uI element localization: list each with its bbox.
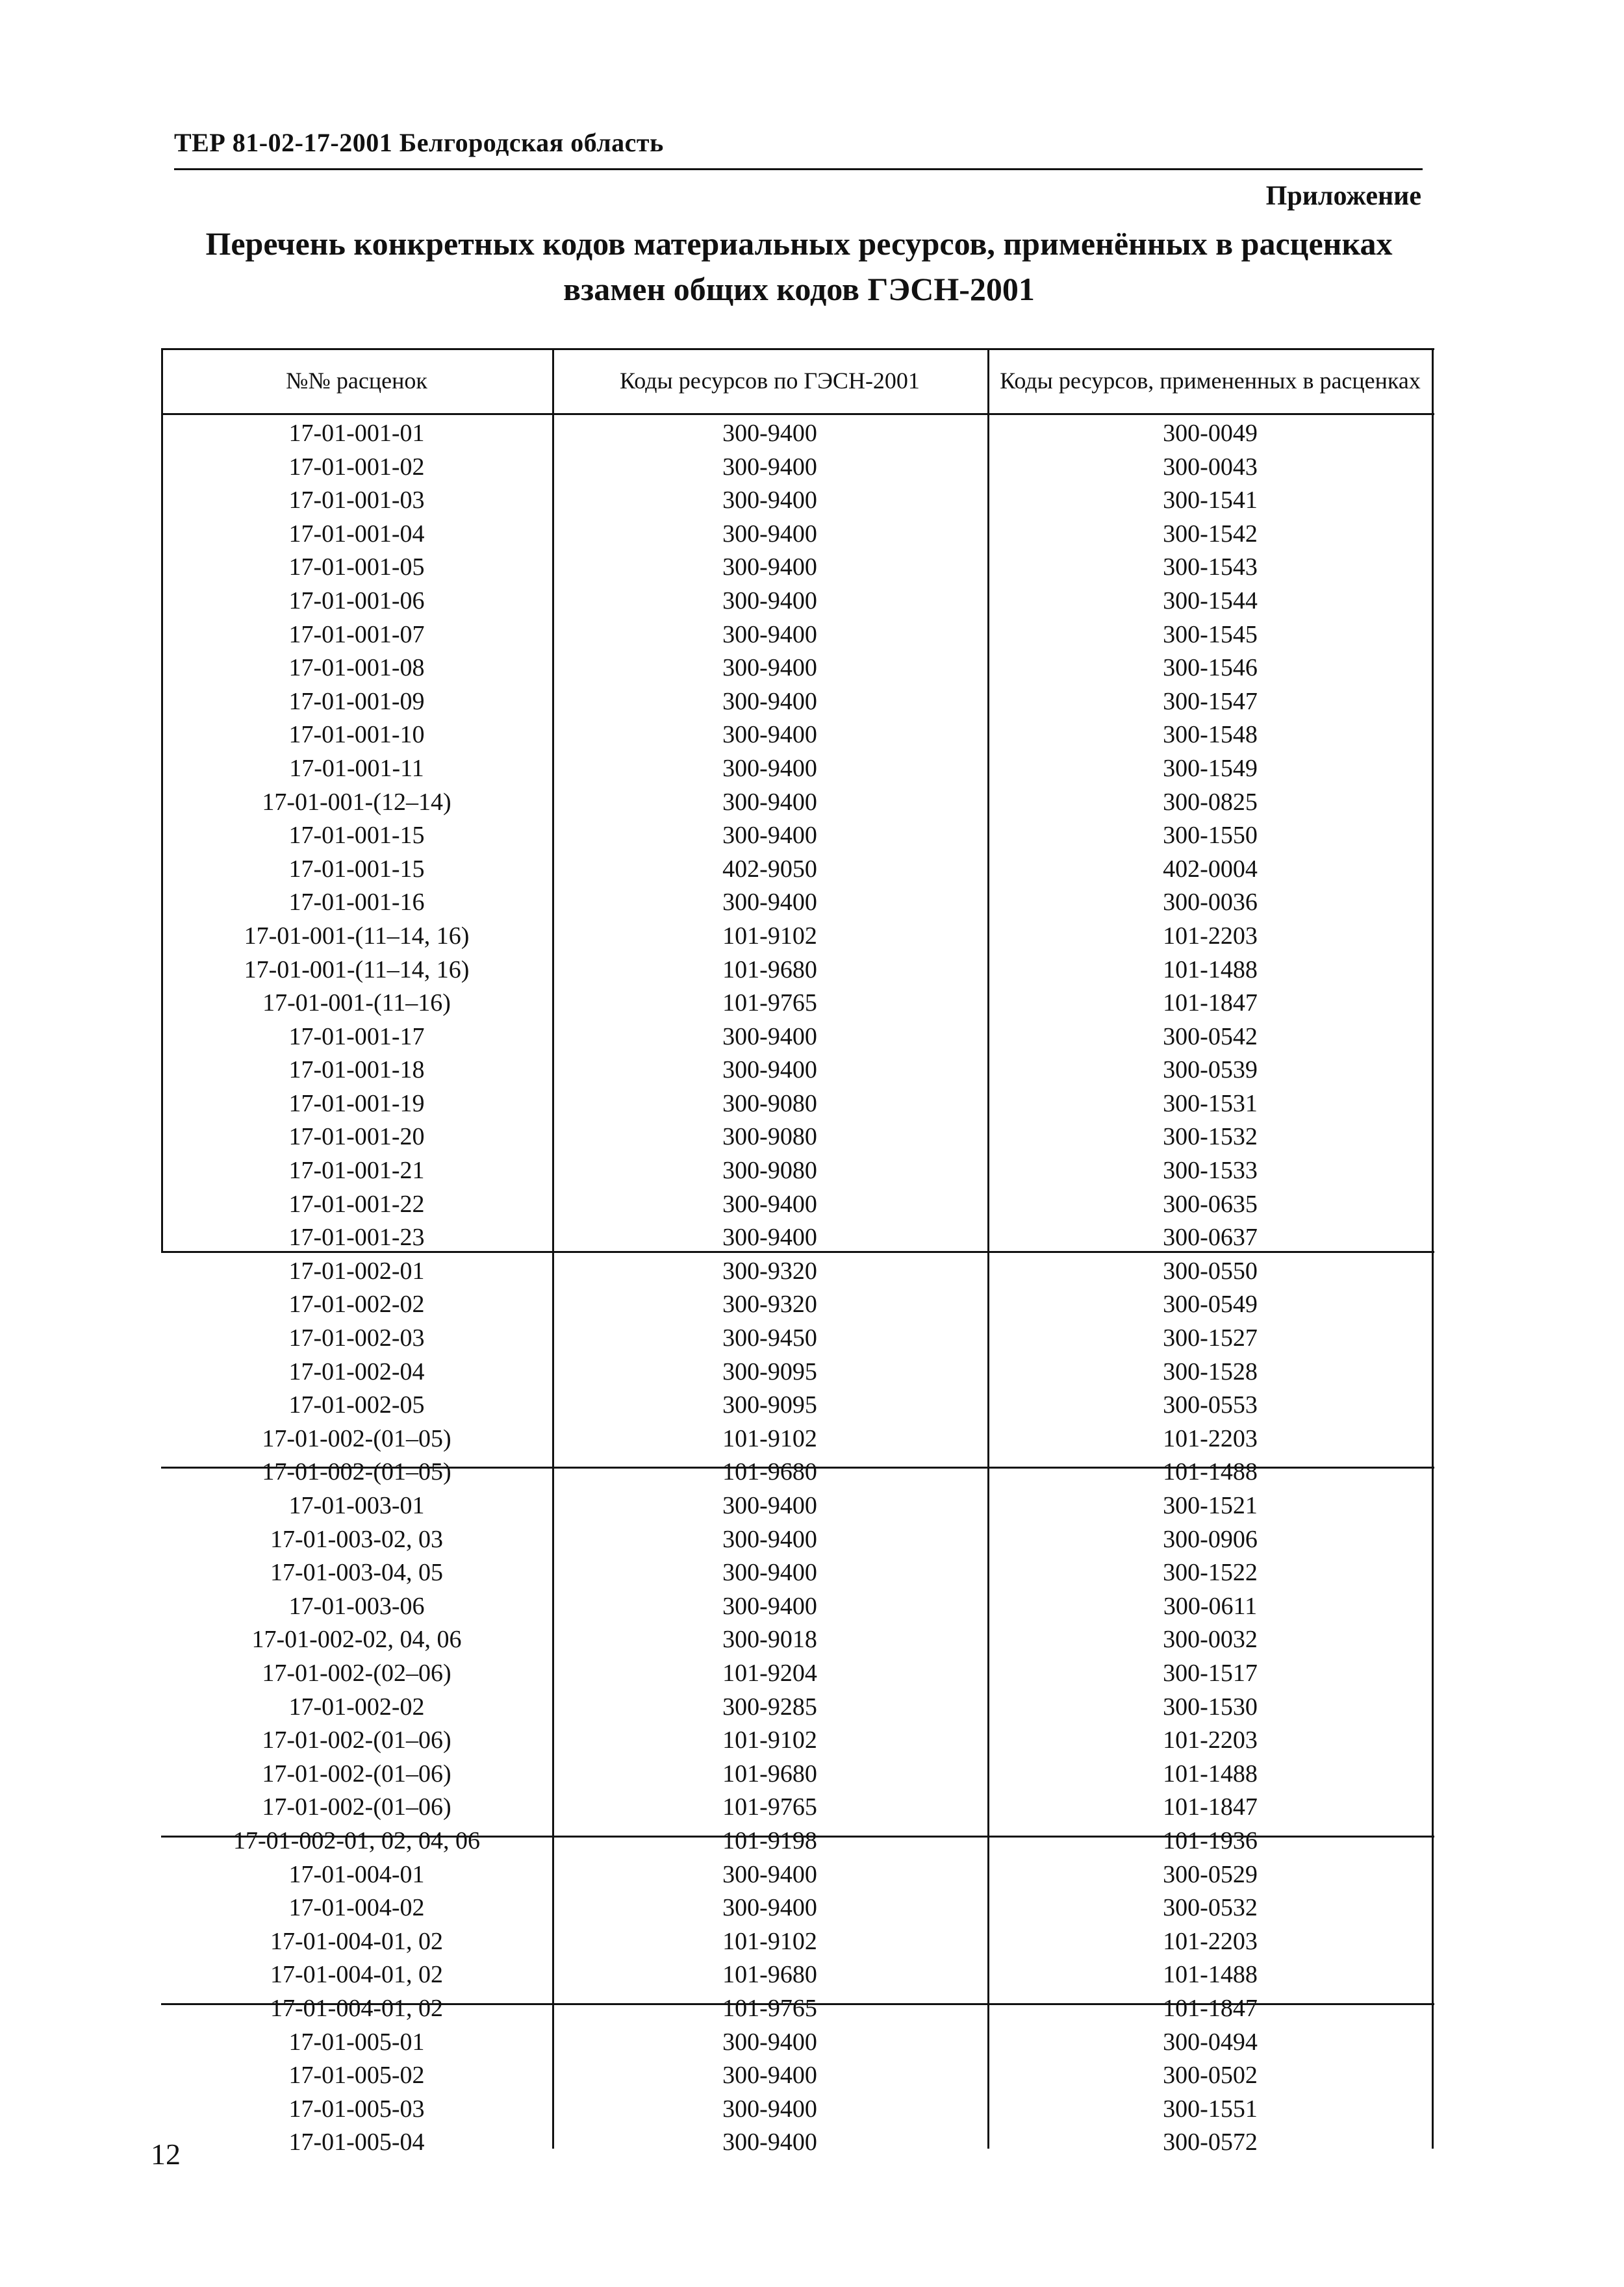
rate-number-cell: 17-01-002-01, 02, 04, 06 bbox=[233, 1826, 480, 1854]
applied-code-cell: 300-0906 bbox=[1163, 1525, 1258, 1553]
applied-code-cell: 101-1488 bbox=[1163, 1760, 1258, 1788]
gesn-code-cell: 300-9400 bbox=[722, 754, 817, 782]
table-row bbox=[161, 518, 1434, 551]
gesn-code-cell: 300-9400 bbox=[722, 822, 817, 850]
table-row bbox=[161, 451, 1434, 485]
gesn-code-cell: 300-9400 bbox=[722, 2095, 817, 2123]
gesn-code-cell: 300-9400 bbox=[722, 420, 817, 447]
table-row bbox=[161, 1724, 1434, 1758]
header-bottom-border bbox=[161, 413, 1434, 415]
gesn-code-cell: 300-9400 bbox=[722, 553, 817, 581]
rate-number-cell: 17-01-001-11 bbox=[289, 754, 424, 782]
applied-code-cell: 300-0637 bbox=[1163, 1224, 1258, 1252]
applied-code-cell: 300-1532 bbox=[1163, 1123, 1258, 1151]
rate-number-cell: 17-01-005-02 bbox=[288, 2062, 425, 2090]
rate-number-cell: 17-01-001-09 bbox=[288, 687, 425, 715]
rate-number-cell: 17-01-001-(11–14, 16) bbox=[244, 922, 470, 950]
applied-code-cell: 300-0572 bbox=[1163, 2129, 1258, 2156]
gesn-code-cell: 101-9680 bbox=[722, 1458, 817, 1486]
rate-number-cell: 17-01-003-02, 03 bbox=[270, 1525, 443, 1553]
table-row bbox=[161, 2093, 1434, 2127]
table-row bbox=[161, 417, 1434, 451]
gesn-code-cell: 300-9400 bbox=[722, 620, 817, 648]
table-row bbox=[161, 1422, 1434, 1456]
table-row bbox=[161, 1858, 1434, 1892]
gesn-code-cell: 101-9680 bbox=[722, 955, 817, 983]
rate-number-cell: 17-01-001-06 bbox=[288, 587, 425, 614]
gesn-code-cell: 300-9320 bbox=[722, 1291, 817, 1319]
rate-number-cell: 17-01-001-04 bbox=[288, 520, 425, 548]
applied-code-cell: 300-0494 bbox=[1163, 2028, 1258, 2056]
rate-number-cell: 17-01-004-02 bbox=[288, 1894, 425, 1922]
table-row bbox=[161, 1556, 1434, 1590]
rate-number-cell: 17-01-002-(01–06) bbox=[262, 1793, 451, 1821]
gesn-code-cell: 300-9400 bbox=[722, 1525, 817, 1553]
rate-number-cell: 17-01-001-08 bbox=[288, 654, 425, 682]
table-row bbox=[161, 1356, 1434, 1389]
table-row bbox=[161, 1657, 1434, 1691]
applied-code-cell: 101-2203 bbox=[1163, 1927, 1258, 1955]
table-row bbox=[161, 1322, 1434, 1356]
applied-code-cell: 300-1517 bbox=[1163, 1659, 1258, 1687]
rate-number-cell: 17-01-001-17 bbox=[288, 1022, 425, 1050]
applied-code-cell: 101-1936 bbox=[1163, 1826, 1258, 1854]
gesn-code-cell: 101-9765 bbox=[722, 989, 817, 1017]
table-row bbox=[161, 1489, 1434, 1523]
gesn-code-cell: 300-9018 bbox=[722, 1626, 817, 1654]
applied-code-cell: 300-1545 bbox=[1163, 620, 1258, 648]
rate-number-cell: 17-01-003-01 bbox=[288, 1492, 425, 1519]
gesn-code-cell: 300-9400 bbox=[722, 1056, 817, 1084]
rate-number-cell: 17-01-005-04 bbox=[288, 2129, 425, 2156]
rate-number-cell: 17-01-002-(01–06) bbox=[262, 1760, 451, 1788]
rate-number-cell: 17-01-002-02 bbox=[288, 1693, 425, 1721]
table-row bbox=[161, 1992, 1434, 2026]
table-row bbox=[161, 819, 1434, 853]
applied-code-cell: 300-0043 bbox=[1163, 453, 1258, 481]
applied-code-cell: 300-0049 bbox=[1163, 420, 1258, 447]
gesn-code-cell: 300-9400 bbox=[722, 1190, 817, 1218]
page-number: 12 bbox=[151, 2138, 181, 2171]
table-row bbox=[161, 1791, 1434, 1825]
table-row bbox=[161, 1623, 1434, 1657]
rate-number-cell: 17-01-001-18 bbox=[288, 1056, 425, 1084]
applied-code-cell: 101-2203 bbox=[1163, 1726, 1258, 1754]
gesn-code-cell: 300-9080 bbox=[722, 1089, 817, 1117]
header-rule bbox=[174, 168, 1423, 170]
applied-code-cell: 300-0553 bbox=[1163, 1391, 1258, 1419]
gesn-code-cell: 402-9050 bbox=[722, 855, 817, 883]
rate-number-cell: 17-01-002-04 bbox=[288, 1358, 425, 1385]
rate-number-cell: 17-01-001-23 bbox=[288, 1224, 425, 1252]
rate-number-cell: 17-01-005-03 bbox=[288, 2095, 425, 2123]
table-row bbox=[161, 2059, 1434, 2093]
table-row bbox=[161, 1825, 1434, 1858]
applied-code-cell: 300-1541 bbox=[1163, 486, 1258, 514]
applied-code-cell: 300-1547 bbox=[1163, 687, 1258, 715]
table-row bbox=[161, 551, 1434, 585]
table-row bbox=[161, 685, 1434, 719]
table-row bbox=[161, 1691, 1434, 1725]
applied-code-cell: 300-0036 bbox=[1163, 889, 1258, 916]
gesn-code-cell: 101-9204 bbox=[722, 1659, 817, 1687]
applied-code-cell: 300-0032 bbox=[1163, 1626, 1258, 1654]
applied-code-cell: 300-0635 bbox=[1163, 1190, 1258, 1218]
rate-number-cell: 17-01-001-(11–14, 16) bbox=[244, 955, 470, 983]
applied-code-cell: 300-1542 bbox=[1163, 520, 1258, 548]
gesn-code-cell: 101-9102 bbox=[722, 1424, 817, 1452]
gesn-code-cell: 300-9400 bbox=[722, 2062, 817, 2090]
table-row bbox=[161, 1054, 1434, 1087]
applied-code-cell: 300-0532 bbox=[1163, 1894, 1258, 1922]
title-line-1: Перечень конкретных кодов материальных ресурсов, применённых в расценках bbox=[205, 225, 1393, 262]
rate-number-cell: 17-01-002-(01–06) bbox=[262, 1726, 451, 1754]
rate-number-cell: 17-01-001-15 bbox=[288, 855, 425, 883]
applied-code-cell: 300-1549 bbox=[1163, 754, 1258, 782]
rate-number-cell: 17-01-004-01, 02 bbox=[270, 1994, 443, 2022]
table-row bbox=[161, 954, 1434, 987]
rate-number-cell: 17-01-001-10 bbox=[288, 721, 425, 749]
applied-code-cell: 300-0549 bbox=[1163, 1291, 1258, 1319]
applied-code-cell: 101-1488 bbox=[1163, 1458, 1258, 1486]
rate-number-cell: 17-01-002-05 bbox=[288, 1391, 425, 1419]
applied-code-cell: 300-1530 bbox=[1163, 1693, 1258, 1721]
gesn-code-cell: 300-9080 bbox=[722, 1123, 817, 1151]
gesn-code-cell: 300-9400 bbox=[722, 889, 817, 916]
table-row bbox=[161, 1255, 1434, 1289]
gesn-code-cell: 101-9102 bbox=[722, 1726, 817, 1754]
applied-code-cell: 300-0542 bbox=[1163, 1022, 1258, 1050]
gesn-code-cell: 300-9400 bbox=[722, 1022, 817, 1050]
rate-number-cell: 17-01-001-(12–14) bbox=[262, 788, 451, 816]
applied-code-cell: 101-1488 bbox=[1163, 955, 1258, 983]
table-row bbox=[161, 987, 1434, 1020]
gesn-code-cell: 300-9400 bbox=[722, 1492, 817, 1519]
gesn-code-cell: 300-9400 bbox=[722, 1224, 817, 1252]
applied-code-cell: 101-2203 bbox=[1163, 922, 1258, 950]
applied-code-cell: 300-1548 bbox=[1163, 721, 1258, 749]
rate-number-cell: 17-01-004-01 bbox=[288, 1860, 425, 1888]
gesn-code-cell: 300-9320 bbox=[722, 1257, 817, 1285]
applied-code-cell: 101-1847 bbox=[1163, 1793, 1258, 1821]
gesn-code-cell: 300-9400 bbox=[722, 654, 817, 682]
applied-code-cell: 300-1527 bbox=[1163, 1324, 1258, 1352]
rate-number-cell: 17-01-004-01, 02 bbox=[270, 1927, 443, 1955]
gesn-code-cell: 101-9765 bbox=[722, 1793, 817, 1821]
table-row bbox=[161, 1288, 1434, 1322]
applied-code-cell: 300-1543 bbox=[1163, 553, 1258, 581]
gesn-code-cell: 101-9102 bbox=[722, 922, 817, 950]
rate-number-cell: 17-01-002-(01–05) bbox=[262, 1424, 451, 1452]
applied-code-cell: 300-0825 bbox=[1163, 788, 1258, 816]
appendix-label: Приложение bbox=[1265, 181, 1421, 211]
table-row bbox=[161, 585, 1434, 618]
gesn-code-cell: 300-9450 bbox=[722, 1324, 817, 1352]
table-row bbox=[161, 1891, 1434, 1925]
rate-number-cell: 17-01-001-22 bbox=[288, 1190, 425, 1218]
gesn-code-cell: 300-9400 bbox=[722, 788, 817, 816]
gesn-code-cell: 300-9400 bbox=[722, 721, 817, 749]
rate-number-cell: 17-01-001-20 bbox=[288, 1123, 425, 1151]
applied-code-cell: 300-1528 bbox=[1163, 1358, 1258, 1385]
applied-code-cell: 101-2203 bbox=[1163, 1424, 1258, 1452]
rate-number-cell: 17-01-002-02 bbox=[288, 1291, 425, 1319]
table-row bbox=[161, 853, 1434, 887]
rate-number-cell: 17-01-001-05 bbox=[288, 553, 425, 581]
table-row bbox=[161, 2026, 1434, 2060]
table-row bbox=[161, 2126, 1434, 2160]
table-row bbox=[161, 1120, 1434, 1154]
gesn-code-cell: 101-9102 bbox=[722, 1927, 817, 1955]
table-row bbox=[161, 1590, 1434, 1624]
applied-code-cell: 300-1546 bbox=[1163, 654, 1258, 682]
table-row bbox=[161, 1221, 1434, 1255]
gesn-code-cell: 300-9080 bbox=[722, 1157, 817, 1185]
table-row bbox=[161, 786, 1434, 820]
gesn-code-cell: 300-9400 bbox=[722, 1592, 817, 1620]
table-row bbox=[161, 1087, 1434, 1121]
gesn-code-cell: 300-9400 bbox=[722, 453, 817, 481]
applied-code-cell: 300-1522 bbox=[1163, 1559, 1258, 1587]
applied-code-cell: 101-1847 bbox=[1163, 989, 1258, 1017]
rate-number-cell: 17-01-005-01 bbox=[288, 2028, 425, 2056]
table-row bbox=[161, 886, 1434, 920]
gesn-code-cell: 300-9400 bbox=[722, 1860, 817, 1888]
gesn-code-cell: 300-9400 bbox=[722, 520, 817, 548]
rate-number-cell: 17-01-002-02, 04, 06 bbox=[251, 1626, 462, 1654]
applied-code-cell: 300-1550 bbox=[1163, 822, 1258, 850]
applied-code-cell: 300-0529 bbox=[1163, 1860, 1258, 1888]
table-row bbox=[161, 484, 1434, 518]
gesn-code-cell: 300-9400 bbox=[722, 1894, 817, 1922]
rate-number-cell: 17-01-003-04, 05 bbox=[270, 1559, 443, 1587]
rate-number-cell: 17-01-003-06 bbox=[288, 1592, 425, 1620]
applied-code-cell: 300-0502 bbox=[1163, 2062, 1258, 2090]
table-row bbox=[161, 1154, 1434, 1188]
applied-code-cell: 300-0550 bbox=[1163, 1257, 1258, 1285]
gesn-code-cell: 300-9400 bbox=[722, 687, 817, 715]
gesn-code-cell: 300-9400 bbox=[722, 1559, 817, 1587]
applied-code-cell: 402-0004 bbox=[1163, 855, 1258, 883]
table-row bbox=[161, 1389, 1434, 1422]
table-row bbox=[161, 1020, 1434, 1054]
applied-code-cell: 101-1847 bbox=[1163, 1994, 1258, 2022]
applied-code-cell: 300-1533 bbox=[1163, 1157, 1258, 1185]
gesn-code-cell: 300-9095 bbox=[722, 1358, 817, 1385]
applied-code-cell: 300-1531 bbox=[1163, 1089, 1258, 1117]
gesn-code-cell: 101-9680 bbox=[722, 1760, 817, 1788]
rate-number-cell: 17-01-001-21 bbox=[288, 1157, 425, 1185]
rate-number-cell: 17-01-001-07 bbox=[288, 620, 425, 648]
gesn-code-cell: 101-9765 bbox=[722, 1994, 817, 2022]
rate-number-cell: 17-01-002-01 bbox=[288, 1257, 425, 1285]
table-row bbox=[161, 1958, 1434, 1992]
rate-number-cell: 17-01-002-(02–06) bbox=[262, 1659, 451, 1687]
rate-number-cell: 17-01-001-16 bbox=[288, 889, 425, 916]
gesn-code-cell: 300-9400 bbox=[722, 2129, 817, 2156]
gesn-code-cell: 300-9400 bbox=[722, 587, 817, 614]
applied-code-cell: 300-1521 bbox=[1163, 1492, 1258, 1519]
title-line-2: взамен общих кодов ГЭСН-2001 bbox=[563, 271, 1035, 307]
applied-code-cell: 300-1551 bbox=[1163, 2095, 1258, 2123]
table-row bbox=[161, 651, 1434, 685]
rate-number-cell: 17-01-001-(11–16) bbox=[262, 989, 451, 1017]
rate-number-cell: 17-01-001-15 bbox=[288, 822, 425, 850]
applied-code-cell: 300-1544 bbox=[1163, 587, 1258, 614]
table-row bbox=[161, 1523, 1434, 1557]
column-header-gesn-codes: Коды ресурсов по ГЭСН-2001 bbox=[620, 368, 920, 394]
table-body bbox=[161, 417, 1434, 2160]
rate-number-cell: 17-01-002-(01–05) bbox=[262, 1458, 451, 1486]
document-title bbox=[156, 221, 1442, 312]
applied-code-cell: 300-0539 bbox=[1163, 1056, 1258, 1084]
column-header-rate-numbers: №№ расценок bbox=[286, 368, 427, 394]
gesn-code-cell: 300-9285 bbox=[722, 1693, 817, 1721]
gesn-code-cell: 300-9095 bbox=[722, 1391, 817, 1419]
gesn-code-cell: 101-9680 bbox=[722, 1961, 817, 1989]
codes-table bbox=[161, 348, 1434, 2156]
gesn-code-cell: 101-9198 bbox=[722, 1826, 817, 1854]
column-header-applied-codes: Коды ресурсов, примененных в расценках bbox=[1000, 368, 1421, 394]
rate-number-cell: 17-01-001-02 bbox=[288, 453, 425, 481]
applied-code-cell: 101-1488 bbox=[1163, 1961, 1258, 1989]
table-row bbox=[161, 1925, 1434, 1959]
table-row bbox=[161, 1188, 1434, 1222]
table-row bbox=[161, 1456, 1434, 1489]
gesn-code-cell: 300-9400 bbox=[722, 2028, 817, 2056]
table-row bbox=[161, 752, 1434, 786]
rate-number-cell: 17-01-001-01 bbox=[288, 420, 425, 447]
gesn-code-cell: 300-9400 bbox=[722, 486, 817, 514]
table-row bbox=[161, 718, 1434, 752]
table-row bbox=[161, 920, 1434, 954]
applied-code-cell: 300-0611 bbox=[1163, 1592, 1258, 1620]
table-row bbox=[161, 618, 1434, 652]
rate-number-cell: 17-01-001-03 bbox=[288, 486, 425, 514]
running-title: ТЕР 81-02-17-2001 Белгородская область bbox=[174, 128, 664, 157]
table-row bbox=[161, 1758, 1434, 1791]
rate-number-cell: 17-01-001-19 bbox=[288, 1089, 425, 1117]
rate-number-cell: 17-01-002-03 bbox=[288, 1324, 425, 1352]
rate-number-cell: 17-01-004-01, 02 bbox=[270, 1961, 443, 1989]
